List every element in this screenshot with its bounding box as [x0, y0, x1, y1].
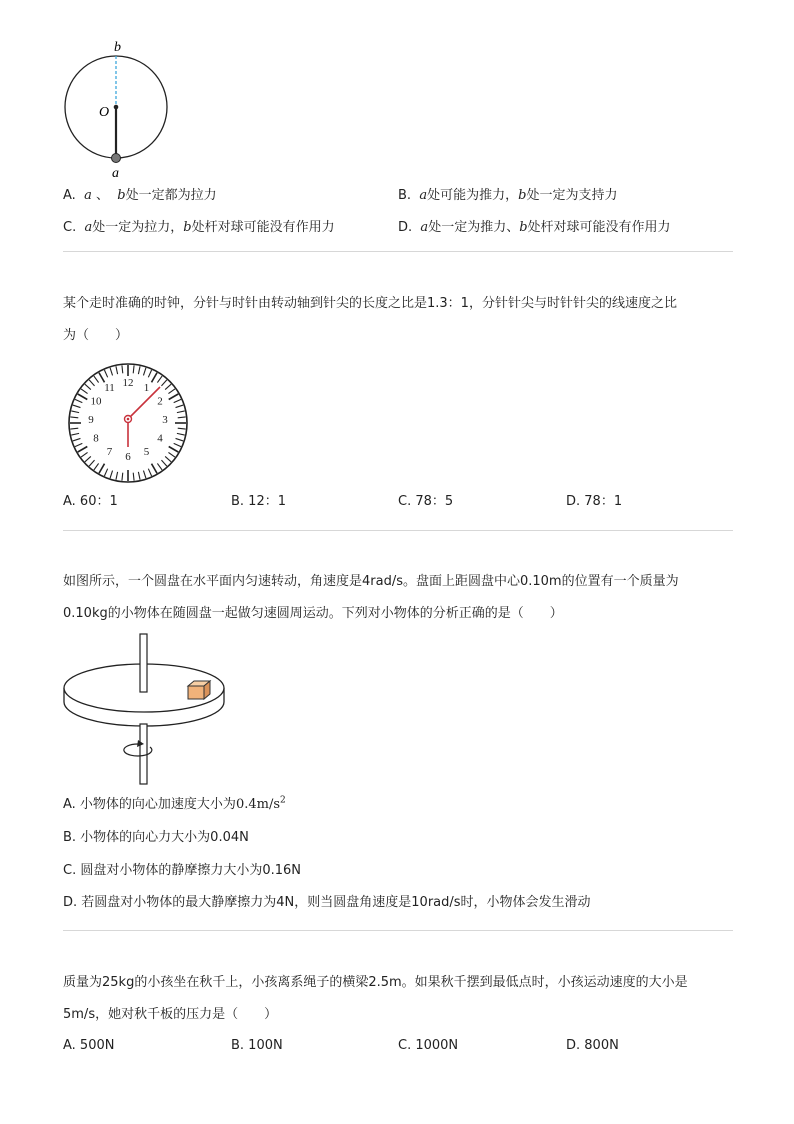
q1-rod-circle-figure [55, 36, 175, 180]
q1-label-o: O [99, 105, 110, 120]
q1-label-b: b [114, 40, 121, 55]
q1-option-d-prefix: D. [398, 220, 413, 235]
q1-option-a-text: 处一定都为拉力 [125, 188, 217, 203]
q4-option-a[interactable]: A. 500N [63, 1038, 115, 1053]
q1-option-a[interactable] [63, 184, 217, 203]
q3-block-front [188, 686, 204, 699]
q3-stem-line1: 如图所示，一个圆盘在水平面内匀速转动，角速度是4rad/s。盘面上距圆盘中心0.10m的位置有一个质量为 [63, 574, 679, 589]
q3-rotating-disk-figure [60, 630, 230, 788]
q2-clock-number: 5 [143, 446, 150, 459]
divider-2 [63, 530, 733, 531]
q4-stem-line2: 5m/s，她对秋千板的压力是（ ） [63, 1007, 278, 1022]
q1-pivot-point [114, 105, 119, 110]
q1-option-a-var2: b [117, 188, 126, 203]
q3-option-d[interactable]: D. 若圆盘对小物体的最大静摩擦力为4N，则当圆盘角速度是10rad/s时，小物体会发生滑动 [63, 895, 591, 910]
q2-clock-number: 7 [106, 446, 113, 459]
q2-clock-number: 1 [143, 381, 150, 394]
q1-option-a-prefix: A. [63, 188, 76, 203]
q3-option-a-math: 0.4m/s [235, 797, 280, 812]
q4-option-c[interactable]: C. 1000N [398, 1038, 459, 1053]
q3-shaft-upper [140, 634, 147, 692]
q1-option-c-text1: 处一定为拉力， [92, 220, 184, 235]
q1-label-a: a [112, 166, 119, 180]
q2-option-c[interactable]: C. 78：5 [398, 494, 454, 509]
q2-stem-line2: 为（ ） [63, 328, 129, 343]
q1-option-d-text1: 处一定为推力、 [428, 220, 520, 235]
divider-3 [63, 930, 733, 931]
q2-clock-number: 4 [157, 432, 163, 445]
q4-stem-line1: 质量为25kg的小孩坐在秋千上，小孩离系绳子的横梁2.5m。如果秋千摆到最低点时，小孩运动速度的大小是 [63, 975, 688, 990]
q1-option-d-text2: 处杆对球可能没有作用力 [527, 220, 671, 235]
q2-stem-line1: 某个走时准确的时钟，分针与时针由转动轴到针尖的长度之比是1.3：1，分针针尖与时针针尖的线速度之比 [63, 296, 677, 311]
q1-option-b-prefix: B. [398, 188, 412, 203]
q2-option-d[interactable]: D. 78：1 [566, 494, 623, 509]
q1-option-c-var1: a [84, 220, 93, 235]
q4-option-b[interactable]: B. 100N [231, 1038, 283, 1053]
q3-option-a[interactable] [63, 793, 286, 812]
q2-clock-figure [66, 361, 190, 485]
q1-option-d[interactable] [398, 216, 671, 235]
q1-option-b-var1: a [419, 188, 428, 203]
divider-1 [63, 251, 733, 252]
q1-option-c-text2: 处杆对球可能没有作用力 [191, 220, 335, 235]
q2-clock-number: 2 [157, 395, 163, 408]
q2-clock-number: 8 [93, 432, 99, 445]
q1-option-b-var2: b [518, 188, 527, 203]
q2-clock-center-dot [127, 418, 130, 421]
q1-option-c-prefix: C. [63, 220, 77, 235]
q2-clock-number: 9 [88, 414, 94, 426]
q3-option-a-sup: 2 [280, 795, 286, 806]
q1-option-d-var2: b [519, 220, 528, 235]
q1-option-b-text1: 处可能为推力， [427, 188, 519, 203]
q2-clock-number: 10 [90, 395, 102, 408]
q2-clock-number: 11 [104, 381, 115, 394]
q1-ball [112, 154, 121, 163]
q2-clock-number: 6 [125, 451, 131, 463]
q2-option-a[interactable]: A. 60：1 [63, 494, 118, 509]
q1-option-d-var1: a [420, 220, 429, 235]
q1-option-b-text2: 处一定为支持力 [526, 188, 618, 203]
q4-option-d[interactable]: D. 800N [566, 1038, 619, 1053]
q3-option-c[interactable]: C. 圆盘对小物体的静摩擦力大小为0.16N [63, 863, 302, 878]
q1-option-b[interactable] [398, 184, 617, 203]
q2-clock-number: 3 [162, 414, 168, 426]
q1-option-c-var2: b [183, 220, 192, 235]
q3-option-b[interactable]: B. 小物体的向心力大小为0.04N [63, 830, 249, 845]
q3-stem-line2: 0.10kg的小物体在随圆盘一起做匀速圆周运动。下列对小物体的分析正确的是（ ） [63, 606, 563, 621]
q1-option-c[interactable] [63, 216, 335, 235]
q2-clock-number: 12 [122, 377, 134, 389]
q1-option-a-sep: 、 [91, 188, 109, 203]
q3-option-a-text: A. 小物体的向心加速度大小为 [63, 797, 236, 812]
q1-option-a-var1: a [84, 188, 92, 203]
q3-shaft-lower [140, 724, 147, 784]
q2-option-b[interactable]: B. 12：1 [231, 494, 286, 509]
